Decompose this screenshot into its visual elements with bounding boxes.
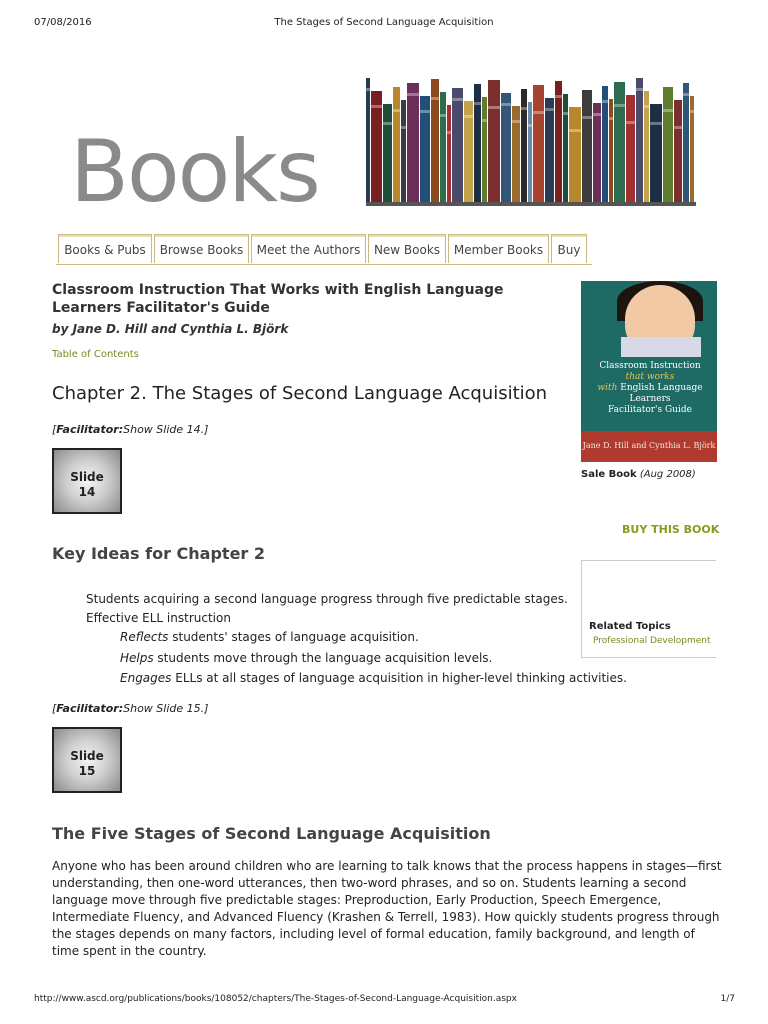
key-idea-line: Effective ELL instruction (86, 611, 231, 625)
facilitator-label: Facilitator: (56, 423, 124, 436)
book-spine (582, 90, 592, 204)
book-spine (521, 89, 527, 204)
book-spine (366, 78, 370, 204)
book-spine-band (644, 105, 649, 108)
book-spine-band (602, 100, 608, 103)
book-spine-band (440, 114, 446, 117)
book-spine (447, 105, 451, 204)
book-spine (407, 83, 419, 204)
facilitator-note-1: [Facilitator:Show Slide 14.] (52, 423, 209, 436)
cover-title: Classroom Instruction that works with English Language Learners Facilitator's Guide (597, 361, 703, 415)
book-spine-band (545, 108, 554, 111)
book-spine (609, 99, 613, 204)
sale-info: Sale Book (Aug 2008) (581, 469, 696, 480)
book-spine-band (555, 95, 562, 98)
book-spine-band (533, 111, 544, 114)
key-idea-subline: Engages ELLs at all stages of language acquisition in higher-level thinking activities. (120, 671, 627, 685)
book-spine-band (690, 110, 694, 113)
book-spine (501, 93, 511, 204)
print-footer (0, 994, 768, 1008)
tab-new-books[interactable]: New Books (368, 234, 446, 263)
book-spine (440, 92, 446, 204)
slide-14-image: Slide 14 (52, 448, 122, 514)
book-spine-band (464, 115, 473, 118)
book-spine-band (650, 122, 662, 125)
print-title: The Stages of Second Language Acquisition (274, 17, 494, 28)
book-spine-band (447, 131, 451, 134)
book-spine (482, 97, 487, 204)
book-spine (452, 88, 463, 204)
book-spine-band (371, 105, 382, 108)
book-spine (683, 83, 689, 204)
key-idea-subline: Helps students move through the language acquisition levels. (120, 651, 493, 665)
book-spine (593, 103, 601, 204)
books-nav (56, 234, 592, 265)
tab-browse-books[interactable]: Browse Books (154, 234, 249, 263)
five-stages-paragraph: Anyone who has been around children who are learning to talk knows that the process happens in stages—first understanding, then one-word utterances, then two-word phrases, and so on. Students learning a second language move through five predictable stages: Preproduction, Early Production, Speech Emergence, Intermediate Fluency, and Advanced Fluency (Krashen & Terrell, 1983). How quickly students progress through the stages depends on many factors, including level of formal education, family background, and length of time spent in the country. (52, 859, 722, 958)
book-spine-band (683, 93, 689, 96)
chapter-title: Chapter 2. The Stages of Second Language Acquisition (52, 383, 548, 404)
book-spine (663, 87, 673, 204)
books-banner-logo: Books (70, 122, 319, 222)
related-topics-title: Related Topics (589, 621, 671, 632)
print-page-number: 1/7 (720, 994, 735, 1004)
book-cover-image[interactable] (581, 281, 717, 462)
book-spine-band (420, 110, 430, 113)
book-spine-band (431, 97, 439, 100)
key-idea-line: Students acquiring a second language progress through five predictable stages. (86, 592, 568, 606)
book-spine (383, 104, 392, 204)
facilitator-note-2: [Facilitator:Show Slide 15.] (52, 702, 209, 715)
related-topic-link[interactable]: Professional Development (593, 636, 711, 646)
print-url: http://www.ascd.org/publications/books/108052/chapters/The-Stages-of-Second-Language-Acquisition.aspx (34, 994, 517, 1004)
related-topics-box (581, 560, 716, 658)
tab-books-pubs[interactable]: Books & Pubs (58, 234, 152, 263)
bookshelf-image (366, 74, 696, 206)
print-header (0, 17, 768, 31)
book-spine-band (674, 126, 682, 129)
tab-meet-the-authors[interactable]: Meet the Authors (251, 234, 366, 263)
book-spine-band (663, 109, 673, 112)
book-spine-band (488, 106, 500, 109)
book-spine (636, 78, 643, 204)
book-spine-band (626, 121, 635, 124)
book-spine (401, 100, 406, 204)
book-spine-band (521, 107, 527, 110)
book-spine (488, 80, 500, 204)
tab-member-books[interactable]: Member Books (448, 234, 549, 263)
book-spine (545, 98, 554, 204)
book-spine-band (512, 120, 520, 123)
buy-this-book-link[interactable]: BUY THIS BOOK (622, 523, 720, 536)
book-spine (555, 81, 562, 204)
book-spine-band (614, 104, 625, 107)
book-spine-band (366, 88, 370, 91)
book-spine (569, 107, 581, 204)
key-idea-subline: Reflects students' stages of language acquisition. (120, 630, 419, 644)
book-spine (528, 102, 532, 204)
key-ideas-heading: Key Ideas for Chapter 2 (52, 544, 266, 563)
book-spine-band (474, 102, 481, 105)
book-title: Classroom Instruction That Works with English Language Learners Facilitator's Guide (52, 282, 504, 316)
book-spine (602, 86, 608, 204)
book-spine (393, 87, 400, 204)
book-spine-band (636, 88, 643, 91)
book-spine (614, 82, 625, 204)
book-spine-band (393, 109, 400, 112)
book-spine-band (501, 103, 511, 106)
book-spine-band (593, 113, 601, 116)
book-spine-band (401, 126, 406, 129)
book-byline: by Jane D. Hill and Cynthia L. Björk (52, 322, 289, 336)
book-spine-band (452, 98, 463, 101)
facilitator-label: Facilitator: (56, 702, 124, 715)
book-spine-band (482, 119, 487, 122)
book-spine (626, 95, 635, 204)
book-spine-band (528, 124, 532, 127)
book-spine-band (407, 93, 419, 96)
book-spine-band (609, 117, 613, 120)
book-spine-band (582, 116, 592, 119)
book-spine-band (563, 112, 568, 115)
slide-15-image: Slide 15 (52, 727, 122, 793)
cover-authors: Jane D. Hill and Cynthia L. Björk (582, 441, 716, 450)
book-spine-band (569, 129, 581, 132)
shelf-base (366, 202, 696, 206)
book-spine (650, 104, 662, 204)
print-date: 07/08/2016 (34, 17, 92, 28)
book-spine-band (383, 122, 392, 125)
book-spine (533, 85, 544, 204)
book-spine (563, 94, 568, 204)
book-spine (674, 100, 682, 204)
five-stages-heading: The Five Stages of Second Language Acquisition (52, 824, 491, 843)
tab-buy[interactable]: Buy (551, 234, 587, 263)
table-of-contents-link[interactable]: Table of Contents (52, 349, 139, 360)
